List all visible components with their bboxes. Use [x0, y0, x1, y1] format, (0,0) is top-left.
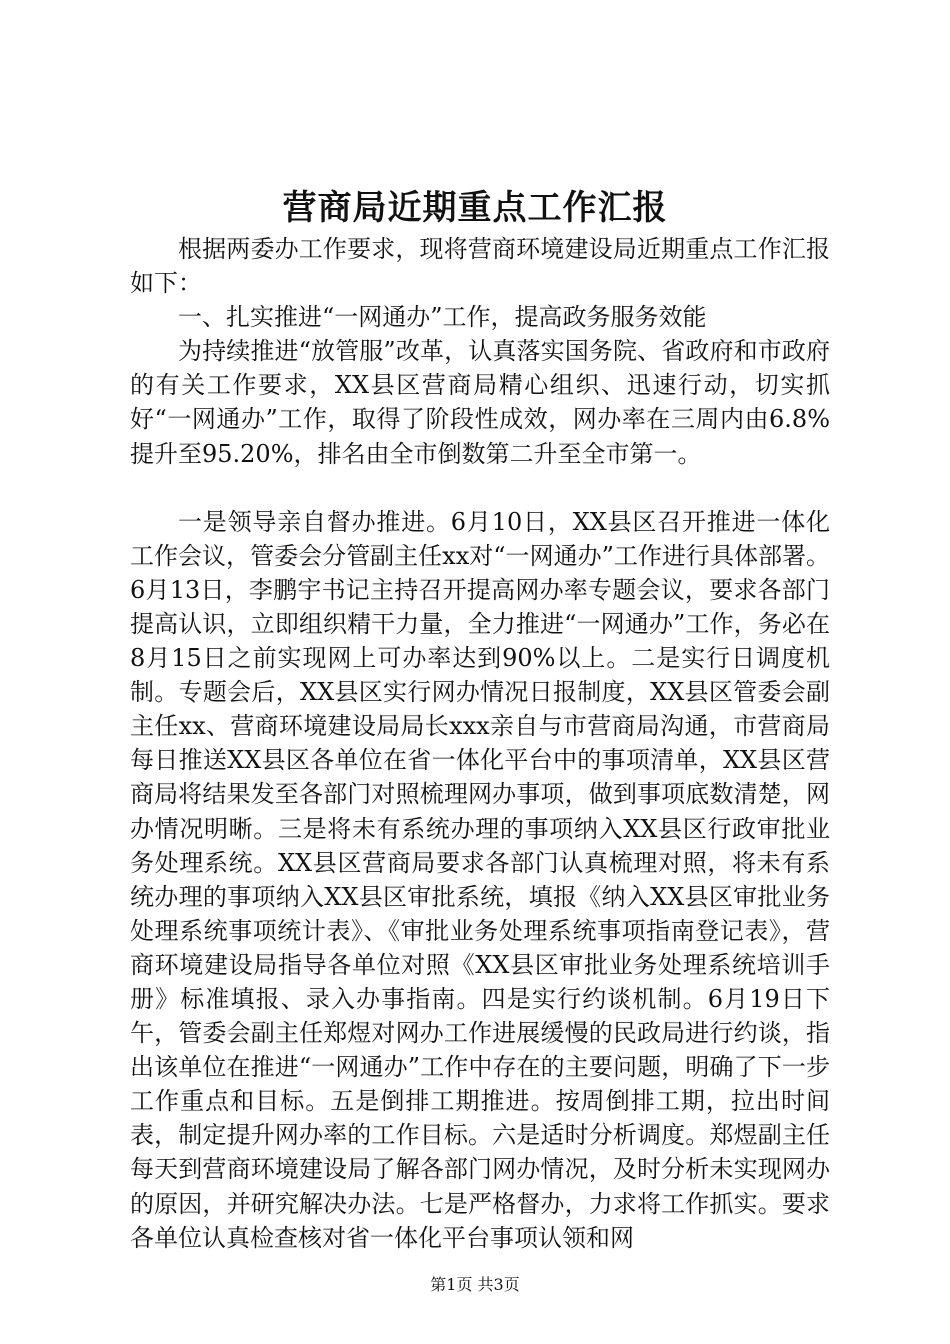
intro-paragraph: 根据两委办工作要求，现将营商环境建设局近期重点工作汇报如下： [130, 235, 830, 298]
document-body [130, 232, 830, 1255]
summary-paragraph: 为持续推进“放管服”改革，认真落实国务院、省政府和市政府的有关工作要求，XX县区营商局精心组织、迅速行动，切实抓好“一网通办”工作，取得了阶段性成效，网办率在三周内由6.8%提升至95.20%，排名由全市倒数第二升至全市第一。 [130, 337, 830, 468]
page-footer: 第1页 共3页 [430, 1275, 520, 1294]
detail-paragraph: 一是领导亲自督办推进。6月10日，XX县区召开推进一体化工作会议，管委会分管副主任xx对“一网通办”工作进行具体部署。6月13日，李鹏宇书记主持召开提高网办率专题会议，要求各部门提高认识，立即组织精干力量，全力推进“一网通办”工作，务必在8月15日之前实现网上可办率达到90%以上。二是实行日调度机制。专题会后，XX县区实行网办情况日报制度，XX县区管委会副主任xx、营商环境建设局局长xxx亲自与市营商局沟通，市营商局每日推送XX县区各单位在省一体化平台中的事项清单，XX县区营商局将结果发至各部门对照梳理网办事项，做到事项底数清楚，网办情况明晰。三是将未有系统办理的事项纳入XX县区行政审批业务处理系统。XX县区营商局要求各部门认真梳理对照，将未有系统办理的事项纳入XX县区审批系统，填报《纳入XX县区审批业务处理系统事项统计表》、《审批业务处理系统事项指南登记表》，营商环境建设局指导各单位对照《XX县区审批业务处理系统培训手册》标准填报、录入办事指南。四是实行约谈机制。6月19日下午，管委会副主任郑煜对网办工作进展缓慢的民政局进行约谈，指出该单位在推进“一网通办”工作中存在的主要问题，明确了下一步工作重点和目标。五是倒排工期推进。按周倒排工期，拉出时间表，制定提升网办率的工作目标。六是适时分析调度。郑煜副主任每天到营商环境建设局了解各部门网办情况，及时分析未实现网办的原因，并研究解决办法。七是严格督办，力求将工作抓实。要求各单位认真检查核对省一体化平台事项认领和网 [130, 507, 830, 1252]
document-title: 营商局近期重点工作汇报 [282, 188, 668, 228]
section-heading: 一、扎实推进“一网通办”工作，提高政务服务效能 [178, 303, 707, 332]
